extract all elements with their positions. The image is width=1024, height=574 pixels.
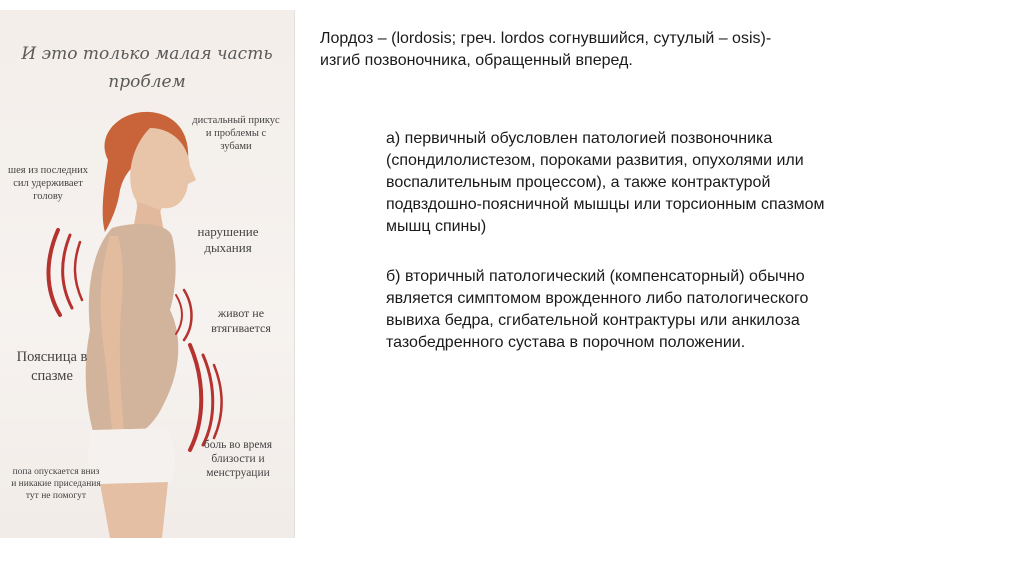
note-lower-back bbox=[2, 348, 102, 386]
note-bite bbox=[180, 114, 292, 153]
note-belly-line: живот не bbox=[217, 306, 265, 320]
definition-line: изгиб позвоночника, обращенный вперед. bbox=[320, 52, 633, 69]
note-neck-line: шея из последних bbox=[8, 165, 88, 176]
note-buttocks bbox=[0, 466, 112, 502]
paragraph-line: (спондилолистезом, пороками развития, опухолями или bbox=[386, 152, 804, 169]
note-neck bbox=[0, 164, 96, 203]
note-lower-back-line: спазме bbox=[31, 368, 73, 384]
note-bite-line: дистальный прикус bbox=[192, 115, 280, 126]
paragraph-line: тазобедренного сустава в порочном положении. bbox=[386, 334, 746, 351]
note-neck-line: сил удерживает bbox=[13, 178, 83, 189]
note-bite-line: зубами bbox=[220, 141, 252, 152]
illustration-title-line-2: проблем bbox=[108, 72, 186, 92]
note-pain-line: близости и bbox=[211, 453, 265, 465]
note-belly-line: втягивается bbox=[211, 321, 271, 335]
paragraph-line: вывиха бедра, сгибательной контрактуры или анкилоза bbox=[386, 312, 800, 329]
note-bite-line: и проблемы с bbox=[205, 128, 267, 139]
posture-illustration bbox=[0, 10, 295, 538]
paragraph-line: а) первичный обусловлен патологией позвоночника bbox=[386, 130, 773, 147]
paragraph-line: мышц спины) bbox=[386, 218, 487, 235]
note-breathing bbox=[178, 224, 278, 256]
paragraph-line: является симптомом врожденного либо патологического bbox=[386, 290, 809, 307]
note-buttocks-line: тут не помогут bbox=[25, 491, 87, 501]
primary-lordosis-paragraph bbox=[386, 128, 906, 238]
definition-line: Лордоз – (lordosis; греч. lordos согнувшийся, сутулый – osis)- bbox=[320, 30, 772, 47]
note-buttocks-line: и никакие приседания bbox=[11, 479, 101, 489]
note-breathing-line: дыхания bbox=[204, 240, 252, 255]
secondary-lordosis-paragraph bbox=[386, 266, 906, 354]
paragraph-line: б) вторичный патологический (компенсаторный) обычно bbox=[386, 268, 805, 285]
illustration-title-line-1: И это только малая часть bbox=[21, 44, 273, 64]
paragraph-line: подвздошно-поясничной мышцы или торсионным спазмом bbox=[386, 196, 825, 213]
note-lower-back-line: Поясница в bbox=[16, 349, 88, 365]
paragraph-line: воспалительным процессом), а также контрактурой bbox=[386, 174, 771, 191]
note-breathing-line: нарушение bbox=[197, 224, 259, 239]
note-pain-line: боль во время bbox=[203, 439, 273, 451]
note-pain-line: менструации bbox=[206, 467, 270, 479]
note-pain bbox=[190, 438, 286, 480]
lordosis-definition bbox=[320, 28, 880, 72]
note-belly bbox=[196, 306, 286, 336]
note-neck-line: голову bbox=[33, 191, 63, 202]
note-buttocks-line: попа опускается вниз bbox=[12, 467, 100, 477]
